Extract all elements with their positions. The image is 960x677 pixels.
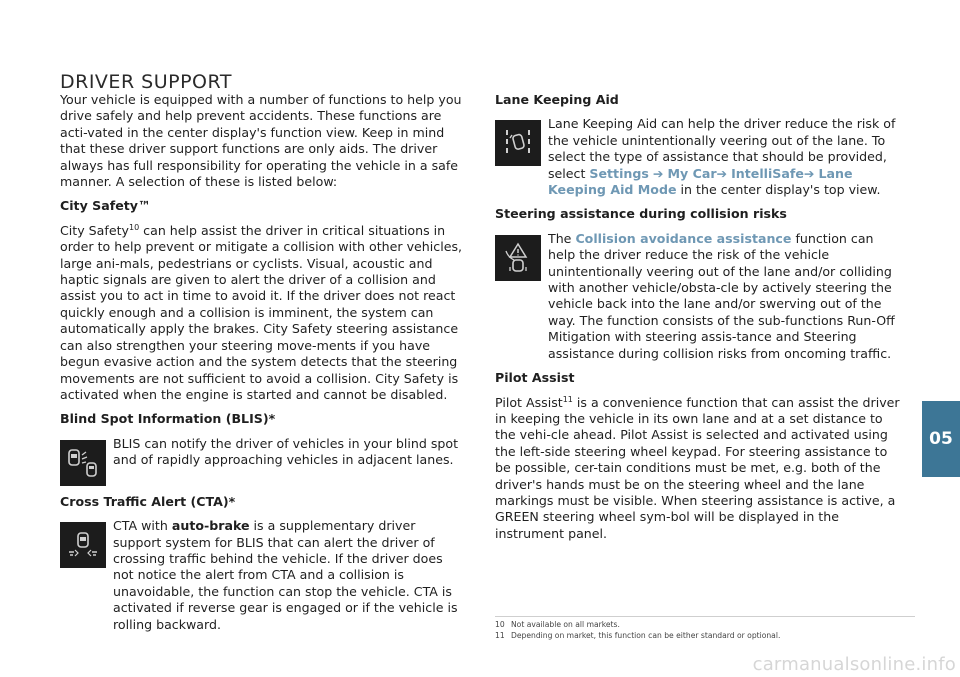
- lka-text: Lane Keeping Aid can help the driver reduce the risk of the vehicle unintentionally veering out of the lane. To select the type of assistance that should be provided, select Settings ➔ My Car➔ IntelliSafe➔ Lane Keeping Aid Mode in the center display's top view.: [548, 116, 896, 198]
- intellisafe-link[interactable]: IntelliSafe: [731, 165, 804, 181]
- blis-heading: Blind Spot Information (BLIS)*: [60, 411, 276, 427]
- steering-heading: Steering assistance during collision risks: [495, 206, 787, 222]
- lka-section: [495, 116, 901, 198]
- watermark: carmanualsonline.info: [752, 654, 956, 675]
- footnotes: [495, 616, 915, 641]
- lka-heading: Lane Keeping Aid: [495, 92, 619, 107]
- footnote-11: [495, 630, 915, 641]
- collision-warning-icon: [495, 235, 541, 281]
- arrow-right-icon: ➔: [716, 165, 728, 181]
- arrow-right-icon: ➔: [652, 165, 664, 181]
- pilot-assist-heading: Pilot Assist: [495, 370, 575, 386]
- city-safety-heading: City Safety™: [60, 198, 151, 214]
- blis-section: [60, 436, 466, 486]
- collision-avoidance-link[interactable]: Collision avoidance assistance: [575, 230, 792, 246]
- chapter-tab[interactable]: 05: [922, 401, 960, 477]
- cta-section: [60, 518, 466, 633]
- footnote-number: 10: [495, 620, 505, 629]
- footnote-number: 11: [495, 631, 505, 640]
- arrow-right-icon: ➔: [803, 165, 815, 181]
- right-column: [495, 92, 901, 548]
- footnote-ref-11[interactable]: 11: [562, 394, 573, 404]
- lane-keeping-aid-mode-link[interactable]: Lane Keeping Aid Mode: [548, 165, 853, 198]
- auto-brake-term: auto-brake: [171, 518, 250, 534]
- cross-traffic-icon: [60, 522, 106, 568]
- footnote-ref-10[interactable]: 10: [128, 222, 140, 232]
- steering-section: [495, 231, 901, 362]
- footnote-text: Not available on all markets.: [511, 620, 620, 629]
- footnote-10: [495, 619, 915, 630]
- cta-heading: Cross Traffic Alert (CTA)*: [60, 493, 236, 509]
- intro-paragraph: Your vehicle is equipped with a number of functions to help you drive safely and help prevent accidents. These functions are acti-vated in the center display's function view. Keep in mind that these driver support functions are only aids. The driver always has full responsibility for operating the vehicle in a safe manner. A selection of these is listed below:: [60, 92, 462, 190]
- cta-text: CTA with auto-brake is a supplementary driver support system for BLIS that can alert the driver of crossing traffic behind the vehicle. If the driver does not notice the alert from CTA and a collision is unavoidable, the function can stop the vehicle. CTA is activated if reverse gear is engaged or if the vehicle is rolling backward.: [113, 518, 458, 632]
- settings-link[interactable]: Settings: [589, 165, 649, 181]
- my-car-link[interactable]: My Car: [667, 165, 717, 181]
- left-column: [60, 92, 466, 641]
- lane-keeping-icon: [495, 120, 541, 166]
- page-title: DRIVER SUPPORT: [60, 70, 232, 93]
- blind-spot-icon: [60, 440, 106, 486]
- blis-text: BLIS can notify the driver of vehicles in your blind spot and of rapidly approaching vehicles in adjacent lanes.: [113, 435, 459, 468]
- pilot-assist-paragraph: Pilot Assist$^{11}$ is a convenience function that can assist the driver in keeping the vehicle in its own lane and at a set distance to the vehi-cle ahead. Pilot Assist is selected and activated using the left-side steering wheel keypad. For steering assistance to be possible, cer-tain conditions must be met, e.g. both of the driver's hands must be on the steering wheel and the lane markings must be visible. When steering assistance is active, a GREEN steering wheel sym-bol will be displayed in the instrument panel.: [495, 394, 900, 541]
- city-safety-paragraph: City Safety$^{10}$ can help assist the driver in critical situations in order to help prevent or mitigate a collision with other vehicles, large ani-mals, pedestrians or cyclists. Visual, acoustic and haptic signals are given to alert the driver of a collision and assist you to act in time to avoid it. If the driver does not react quickly enough and a collision is imminent, the system can automatically apply the brakes. City Safety steering assistance can also strengthen your steering move-ments if you have begun evasive action and the system detects that the steering movements are not sufficient to avoid a collision. City Safety is activated when the engine is started and cannot be disabled.: [60, 222, 463, 402]
- steering-text: The Collision avoidance assistance function can help the driver reduce the risk of the vehicle unintentionally veering out of the lane and/or colliding with another vehicle/obsta-cle by actively steering the vehicle back into the lane and/or swerving out of the way. The function consists of the sub-functions Run-Off Mitigation with steering assis-tance and Steering assistance during collision risks from oncoming traffic.: [548, 230, 895, 361]
- footnote-text: Depending on market, this function can be either standard or optional.: [511, 631, 781, 640]
